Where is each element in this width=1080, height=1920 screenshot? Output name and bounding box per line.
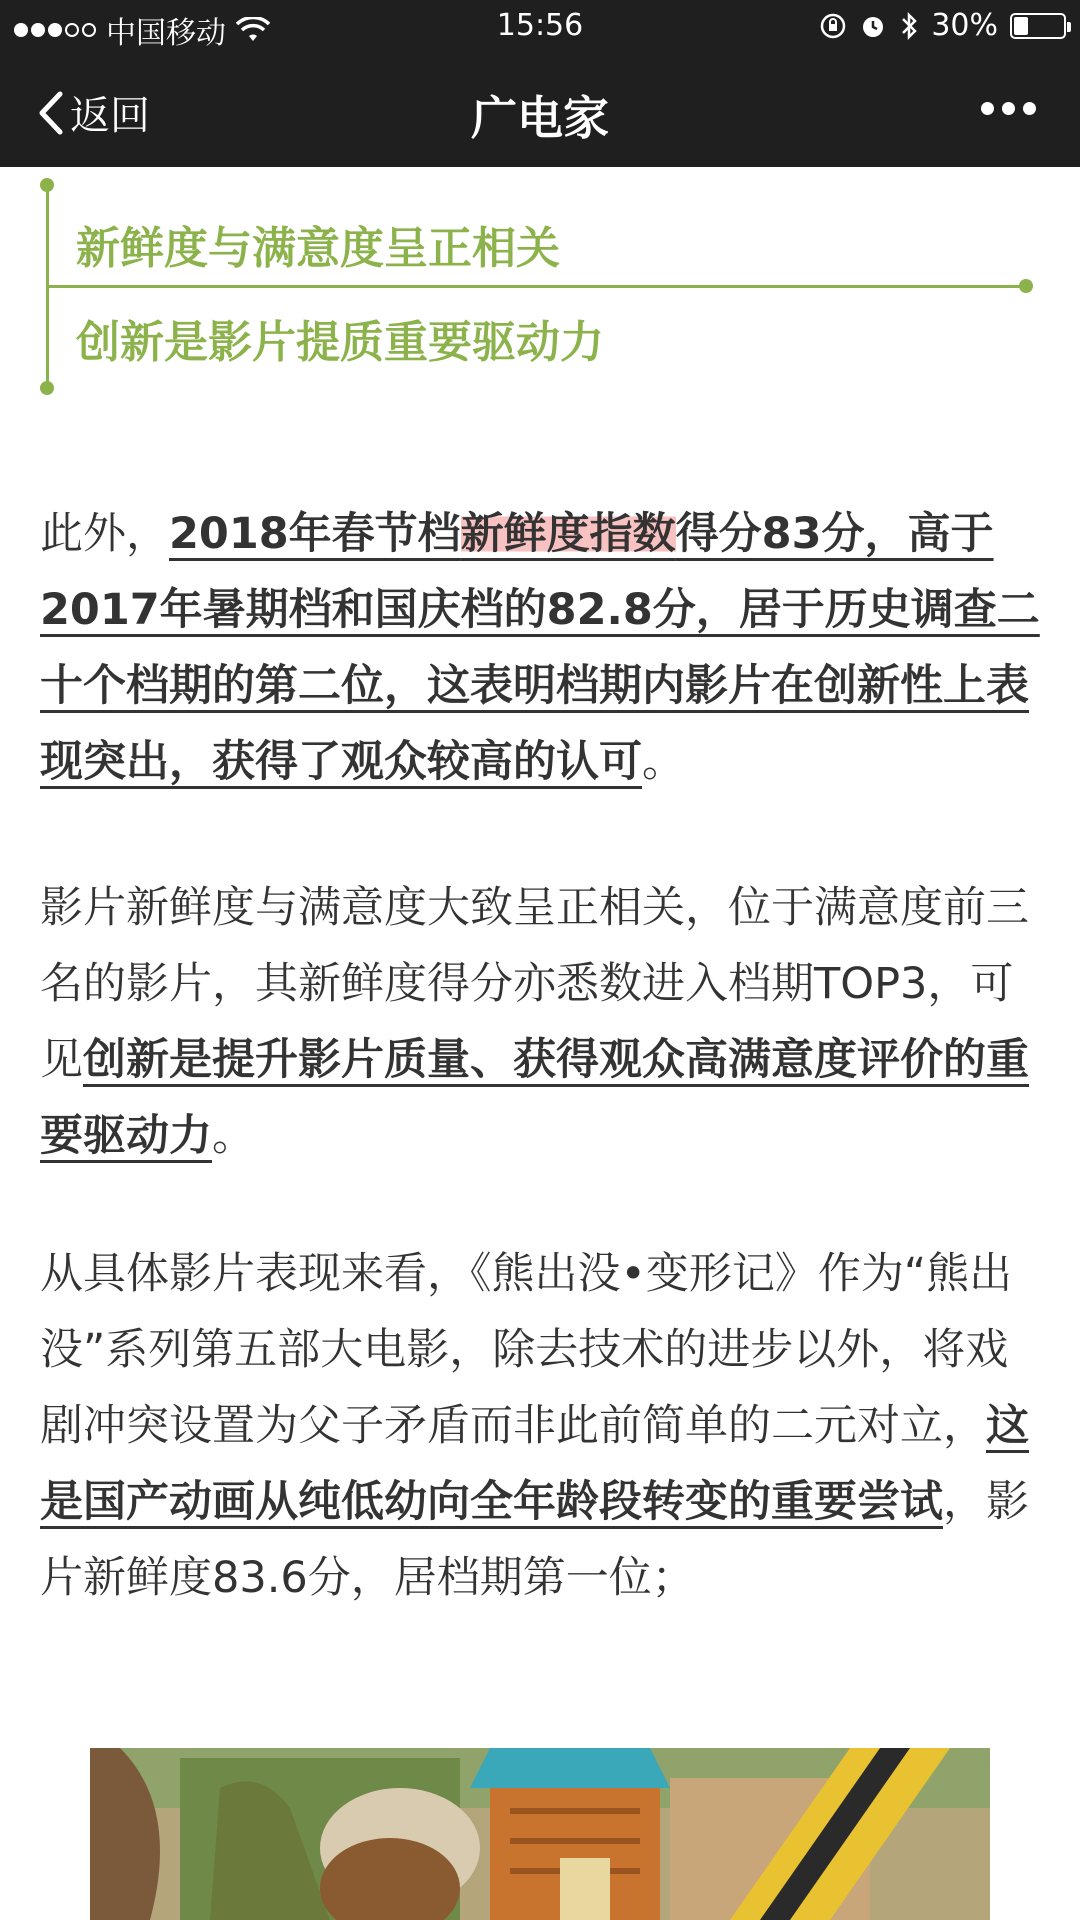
text: 。	[642, 737, 685, 787]
rotation-lock-icon	[819, 12, 847, 40]
text: 得分83分，高于2017年暑期档和国庆档的82.8分，居于历史调查二十个档期的第二位，这表明档期内影片在创新性上表现突出，获得了观众较高的认可	[40, 509, 1040, 787]
text: 影片新鲜度与满意度大致呈正相关，位于满意度前三名的影片，其新鲜度得分亦悉数进入档期TOP3，可见	[40, 883, 1029, 1085]
more-icon-dot	[981, 102, 994, 115]
alarm-icon	[859, 12, 887, 40]
section-dot-right	[1019, 279, 1033, 293]
page-title: 广电家	[471, 91, 609, 145]
status-time: 15:56	[496, 8, 584, 43]
more-icon-dot	[1002, 102, 1015, 115]
highlight-text: 这是国产动画从纯低幼向全年龄段转变的重要尝试	[40, 1401, 1029, 1527]
text: ，影片新鲜度83.6分，居档期第一位；	[40, 1477, 1029, 1603]
status-bar	[0, 0, 1080, 54]
section-dot-bottom	[40, 381, 54, 395]
text: 。	[212, 1111, 255, 1161]
article-paragraph-2	[40, 870, 1045, 1174]
highlight-text: 创新是提升影片质量、获得观众高满意度评价的重要驱动力	[40, 1035, 1029, 1161]
article-paragraph-3	[40, 1236, 1045, 1616]
text: 2018年春节档	[169, 509, 461, 559]
more-button[interactable]	[981, 102, 1036, 115]
section-dot-top	[40, 178, 54, 192]
more-icon-dot	[1023, 102, 1036, 115]
nav-bar	[0, 54, 1080, 167]
marked-text: 新鲜度指数	[460, 509, 676, 559]
back-label: 返回	[70, 93, 150, 139]
text: 此外，	[40, 509, 169, 559]
bluetooth-icon	[899, 11, 919, 41]
battery-percent: 30%	[931, 8, 998, 43]
section-divider-horizontal	[46, 285, 1026, 288]
status-right	[819, 8, 1066, 43]
highlight-text	[40, 509, 1040, 787]
top-bar	[0, 0, 1080, 167]
text: 从具体影片表现来看，《熊出没•变形记》作为“熊出没”系列第五部大电影，除去技术的进步以外，将戏剧冲突设置为父子矛盾而非此前简单的二元对立，	[40, 1249, 1013, 1451]
carrier-name: 中国移动	[106, 16, 226, 51]
section-heading-2: 创新是影片提质重要驱动力	[76, 317, 604, 368]
section-heading-1: 新鲜度与满意度呈正相关	[76, 223, 560, 274]
movie-still-image	[90, 1748, 990, 1920]
article-paragraph-1	[40, 496, 1045, 800]
battery-level	[1014, 17, 1028, 35]
battery-icon	[1010, 13, 1066, 39]
